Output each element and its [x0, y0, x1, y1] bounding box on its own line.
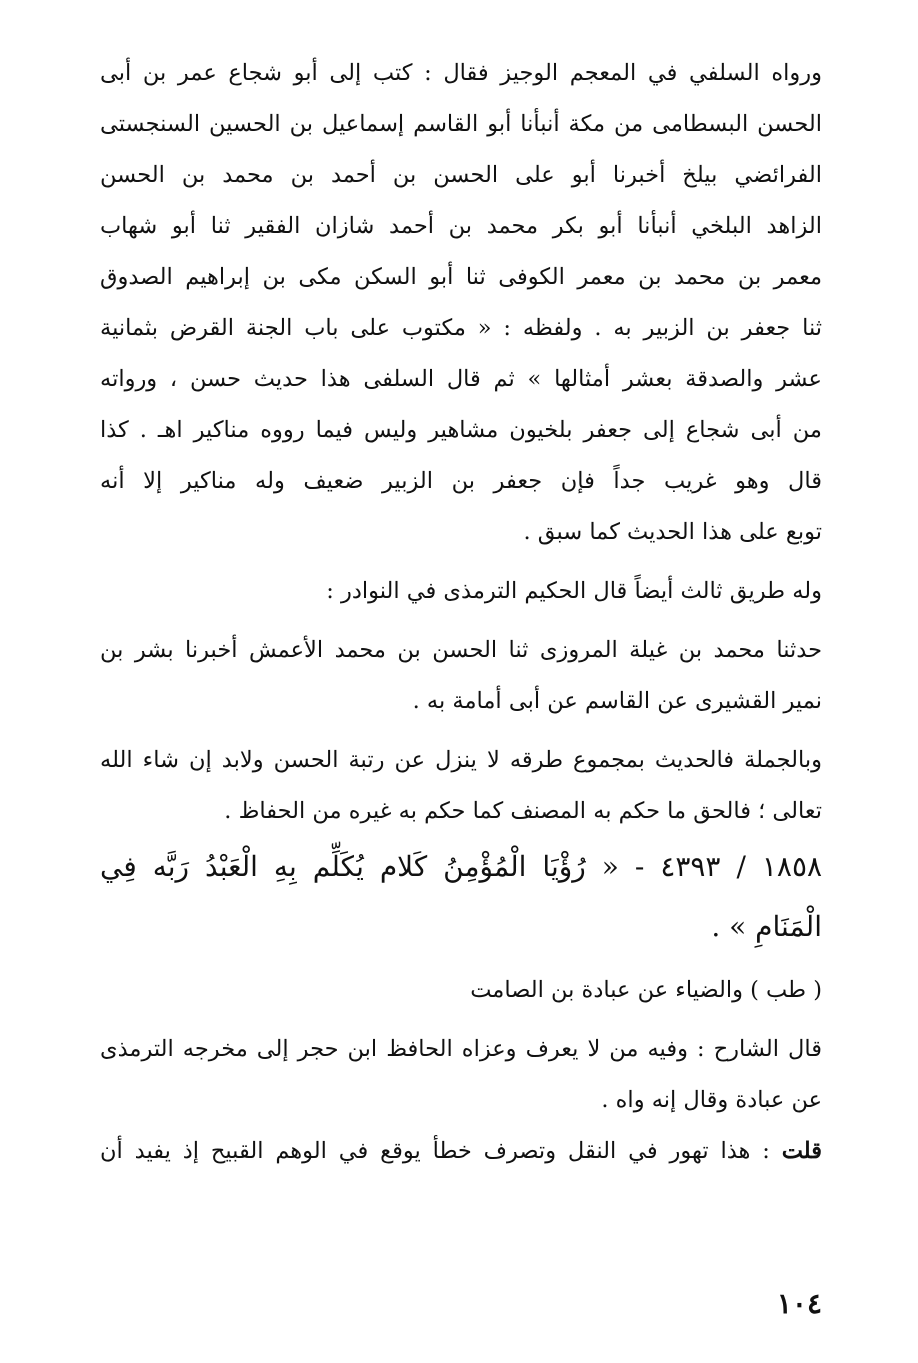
text-line: الفرائضي بيلخ أخبرنا أبو على الحسن بن أحمد بن محمد بن الحسن — [100, 162, 822, 188]
text-line: عشر والصدقة بعشر أمثالها » ثم قال السلفى هذا حديث حسن ، ورواته — [100, 366, 822, 392]
page-body — [100, 48, 822, 1177]
paragraph-third-route — [100, 566, 822, 617]
text-line: ورواه السلفي في المعجم الوجيز فقال : كتب إلى أبو شجاع عمر بن أبى — [100, 60, 822, 86]
source-line: ( طب ) والضياء عن عبادة بن الصامت — [470, 977, 822, 1003]
paragraph-author-remark — [100, 1126, 822, 1177]
text-line: عن عبادة وقال إنه واه . — [601, 1087, 822, 1113]
text-line: نمير القشيرى عن القاسم عن أبى أمامة به . — [412, 688, 822, 714]
hadith-source — [100, 965, 822, 1016]
text-line: وله طريق ثالث أيضاً قال الحكيم الترمذى في النوادر : — [326, 578, 822, 604]
remark-text: : هذا تهور في النقل وتصرف خطأ يوقع في الوهم القبيح إذ يفيد أن — [100, 1138, 782, 1164]
text-line: من أبى شجاع إلى جعفر بلخيون مشاهير وليس فيما رووه مناكير اهـ . كذا — [100, 417, 822, 443]
text-line: وبالجملة فالحديث بمجموع طرقه لا ينزل عن رتبة الحسن ولابد إن شاء الله — [100, 747, 822, 773]
paragraph-salafi-narration — [100, 48, 822, 558]
hadith-text-line: الْمَنَامِ » . — [711, 910, 822, 943]
text-line: تعالى ؛ فالحق ما حكم به المصنف كما حكم به غيره من الحفاظ . — [224, 798, 822, 824]
text-line: قال وهو غريب جداً فإن جعفر بن الزبير ضعيف وله مناكير إلا أنه — [100, 468, 822, 494]
paragraph-commentator — [100, 1024, 822, 1126]
text-line: توبع على هذا الحديث كما سبق . — [523, 519, 822, 545]
text-line: الحسن البسطامى من مكة أنبأنا أبو القاسم إسماعيل بن الحسين السنجستى — [100, 111, 822, 137]
page-number: ١٠٤ — [776, 1287, 822, 1320]
hadith-text-line: ١٨٥٨ / ٤٣٩٣ - « رُؤْيَا الْمُؤْمِنُ كَلام يُكَلِّم بِهِ الْعَبْدُ رَبَّه فِي — [100, 850, 822, 883]
text-line: حدثنا محمد بن غيلة المروزى ثنا الحسن بن محمد الأعمش أخبرنا بشر بن — [100, 637, 822, 663]
text-line: قال الشارح : وفيه من لا يعرف وعزاه الحافظ ابن حجر إلى مخرجه الترمذى — [100, 1036, 822, 1062]
hadith-entry — [100, 837, 822, 957]
text-line: ثنا جعفر بن الزبير به . ولفظه : « مكتوب على باب الجنة القرض بثمانية — [100, 315, 822, 341]
text-line — [100, 1126, 822, 1177]
paragraph-isnad — [100, 625, 822, 727]
text-line: معمر بن محمد بن معمر الكوفى ثنا أبو السكن مكى بن إبراهيم الصدوق — [100, 264, 822, 290]
text-line: الزاهد البلخي أنبأنا أبو بكر محمد بن أحمد شازان الفقير ثنا أبو شهاب — [100, 213, 822, 239]
remark-lead-word: قلت — [781, 1138, 822, 1164]
paragraph-conclusion — [100, 735, 822, 837]
